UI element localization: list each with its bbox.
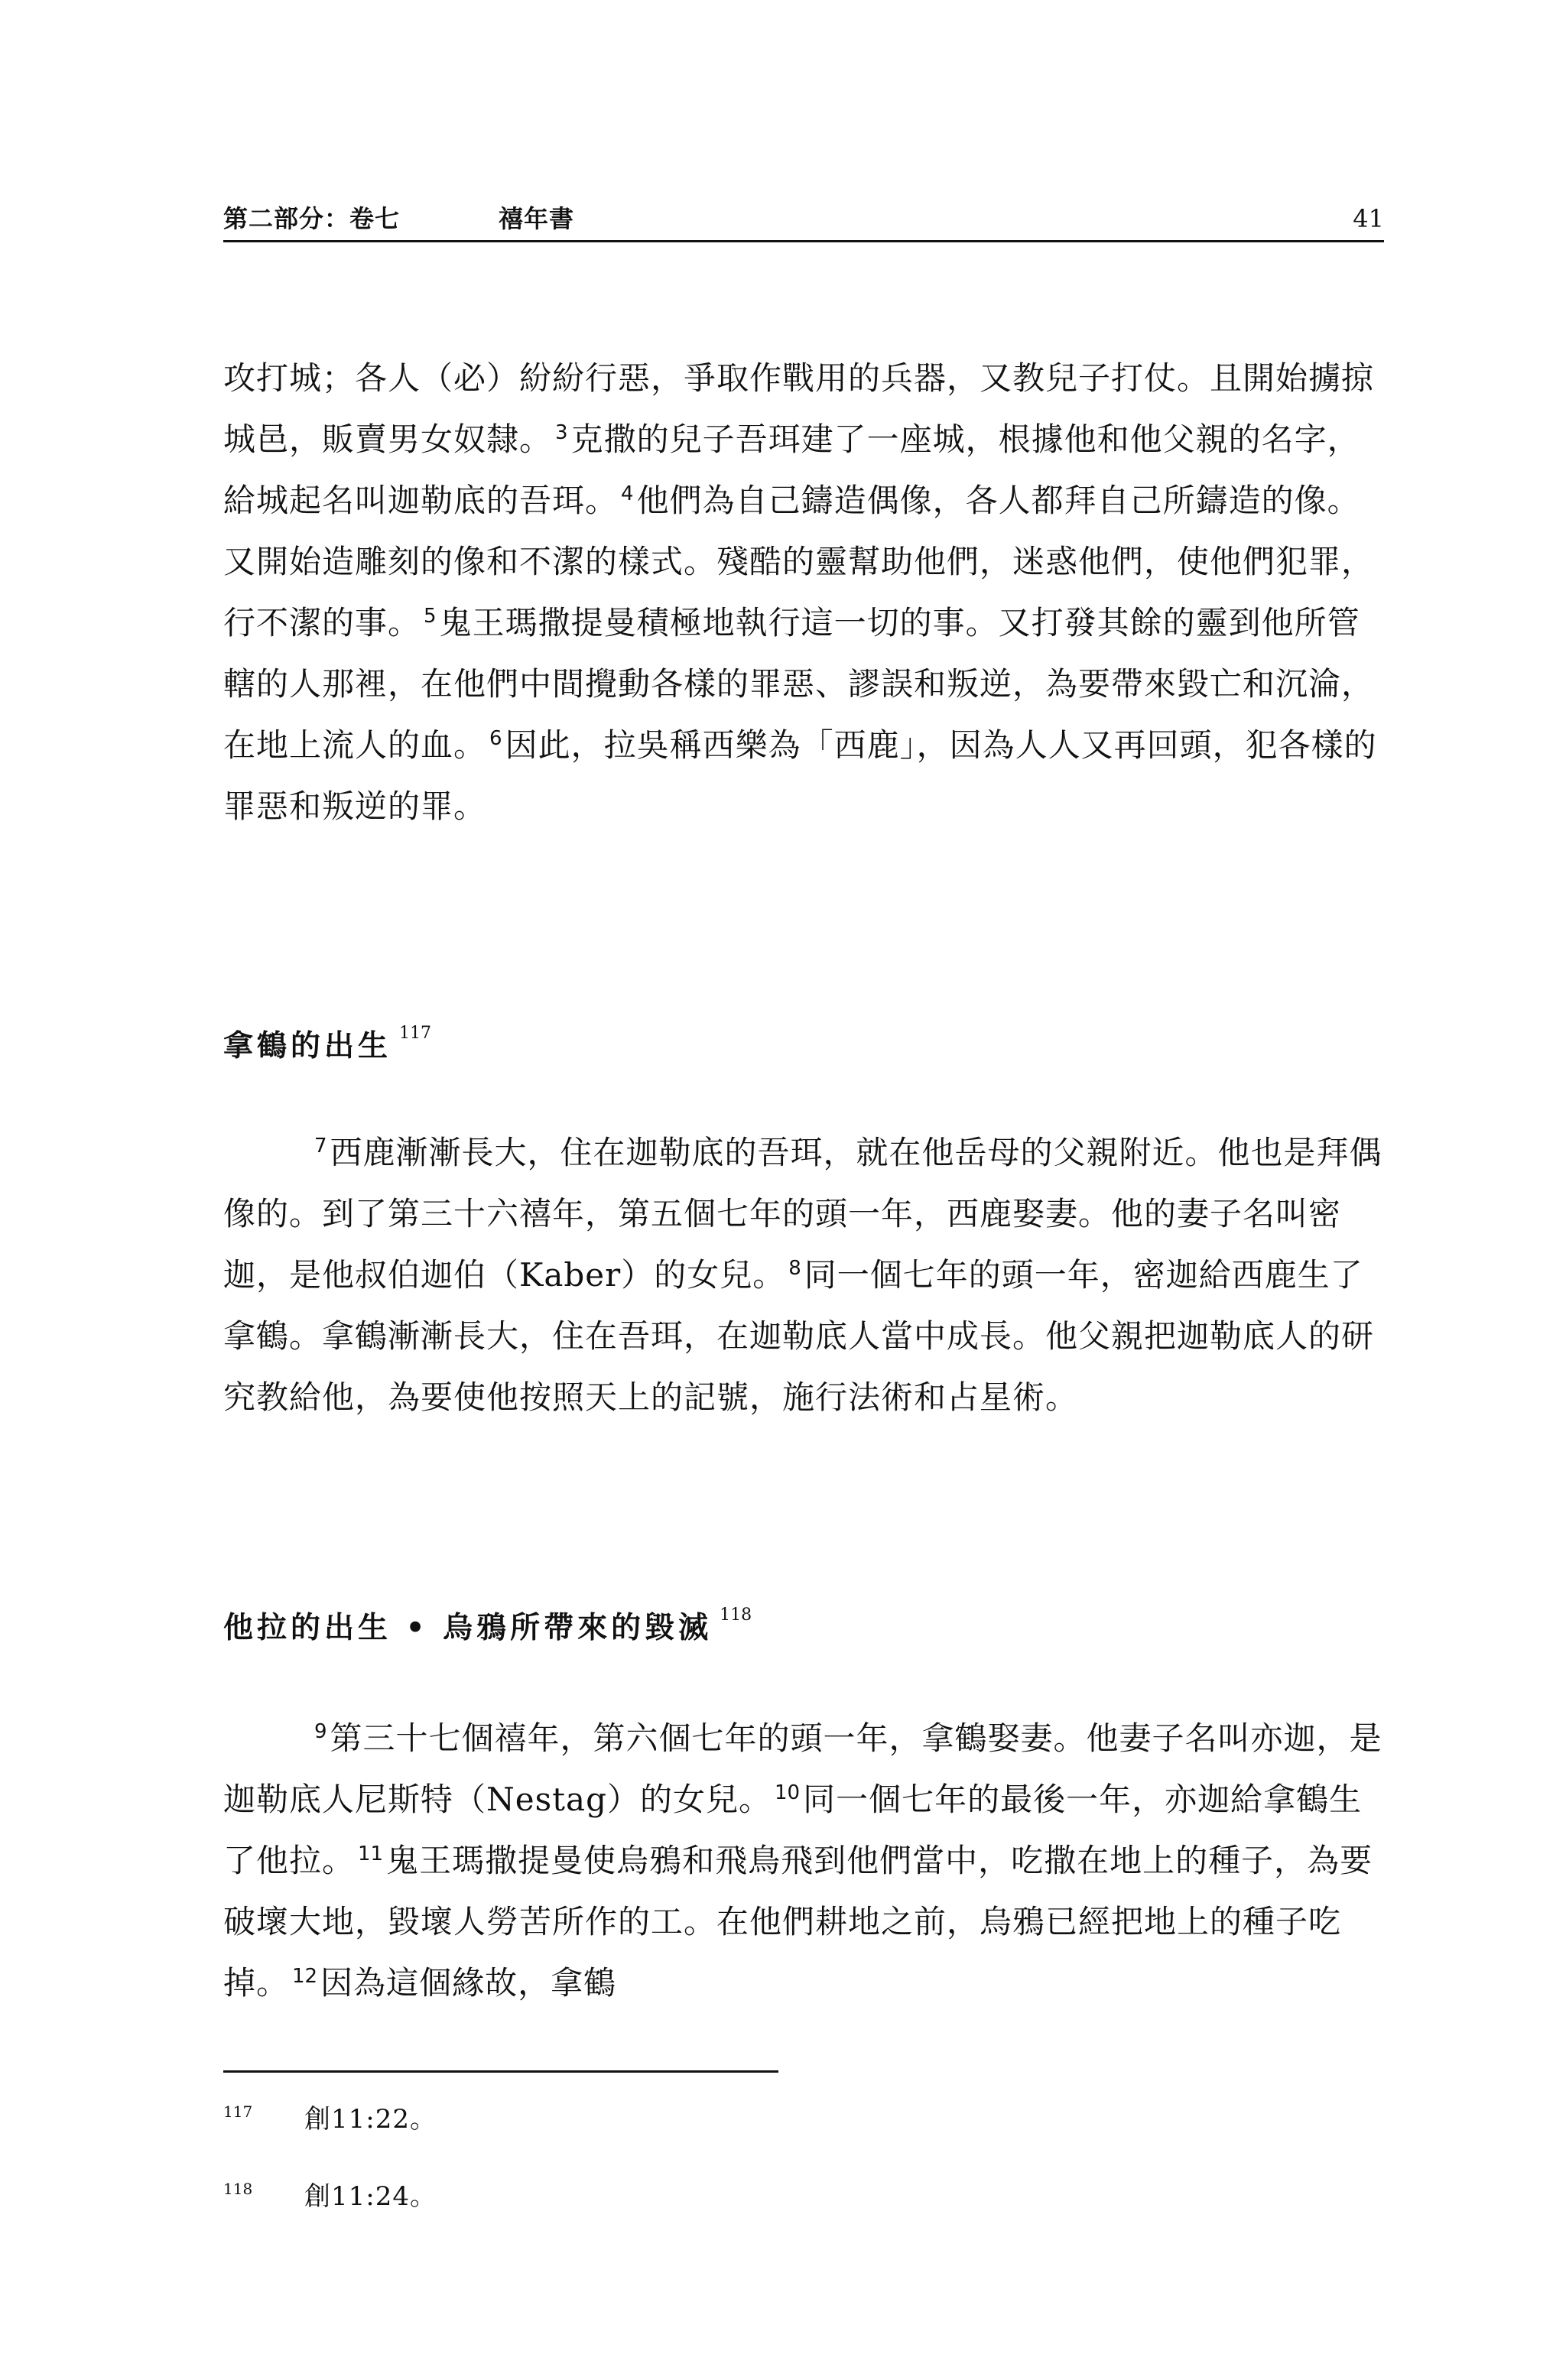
verse-number: 11 <box>358 1843 384 1865</box>
verse-number: 7 <box>314 1135 327 1158</box>
footnote-text: 創11:22。 <box>304 2104 437 2135</box>
page-number: 41 <box>1353 204 1384 233</box>
paragraph-text: 同一個七年的最後一年，亦迦給拿鶴生了他拉。 <box>223 1781 1363 1879</box>
paragraph-text: 克撒的兒子吾珥建了一座城，根據他和他父親的名字，給城起名叫迦勒底的吾珥。 <box>223 420 1360 519</box>
verse-number: 4 <box>621 482 634 505</box>
paragraph-text: 第三十七個禧年，第六個七年的頭一年，拿鶴娶妻。他妻子名叫亦迦，是迦勒底人尼斯特（Nestag）的女兒。 <box>223 1719 1382 1818</box>
verse-number: 8 <box>788 1257 801 1280</box>
paragraph-text: 攻打城；各人（必）紛紛行惡，爭取作戰用的兵器，又教兒子打仗。且開始擄掠城邑，販賣男女奴隸。 <box>223 359 1375 458</box>
body-paragraph <box>223 348 1384 837</box>
section-heading <box>223 1022 431 1065</box>
section-heading <box>223 1604 752 1647</box>
body-paragraph <box>223 1708 1384 2014</box>
paragraph-text: 他們為自己鑄造偶像，各人都拜自己所鑄造的像。又開始造雕刻的像和不潔的樣式。殘酷的靈幫助他們，迷惑他們，使他們犯罪，行不潔的事。 <box>223 482 1375 641</box>
running-head <box>223 195 1384 242</box>
footnote-reference: 117 <box>399 1024 432 1043</box>
paragraph-text: 鬼王瑪撒提曼使烏鴉和飛鳥飛到他們當中，吃撒在地上的種子，為要破壞大地，毀壞人勞苦所作的工。在他們耕地之前，烏鴉已經把地上的種子吃掉。 <box>223 1842 1373 2002</box>
verse-number: 6 <box>489 727 502 750</box>
verse-number: 9 <box>314 1720 327 1743</box>
verse-number: 5 <box>424 605 437 628</box>
body-paragraph <box>223 1122 1384 1428</box>
paragraph-text: 西鹿漸漸長大，住在迦勒底的吾珥，就在他岳母的父親附近。他也是拜偶像的。到了第三十六禧年，第五個七年的頭一年，西鹿娶妻。他的妻子名叫密迦，是他叔伯迦伯（Kaber）的女兒。 <box>223 1134 1382 1294</box>
footnote-number: 118 <box>223 2180 253 2198</box>
footnote-text: 創11:24。 <box>304 2181 437 2212</box>
paragraph-text: 鬼王瑪撒提曼積極地執行這一切的事。又打發其餘的靈到他所管轄的人那裡，在他們中間攪動各樣的罪惡、謬誤和叛逆，為要帶來毀亡和沉淪，在地上流人的血。 <box>223 604 1375 764</box>
verse-number: 12 <box>292 1965 318 1988</box>
verse-number: 10 <box>774 1781 801 1804</box>
footnote <box>223 2177 759 2216</box>
footnote <box>223 2100 759 2138</box>
paragraph-text: 因此，拉吳稱西樂為「西鹿」，因為人人又再回頭，犯各樣的罪惡和叛逆的罪。 <box>223 726 1377 825</box>
footnote-reference: 118 <box>720 1606 752 1625</box>
paragraph-text: 同一個七年的頭一年，密迦給西鹿生了拿鶴。拿鶴漸漸長大，住在吾珥，在迦勒底人當中成長。他父親把迦勒底人的研究教給他，為要使他按照天上的記號，施行法術和占星術。 <box>223 1256 1375 1416</box>
verse-number: 3 <box>555 421 568 444</box>
paragraph-text: 因為這個緣故，拿鶴 <box>320 1964 617 2002</box>
running-head-section: 第二部分：卷七 <box>223 204 401 233</box>
footnote-divider <box>223 2070 778 2073</box>
section-heading-text: 拿鶴的出生 <box>223 1029 392 1063</box>
footnote-number: 117 <box>223 2102 253 2121</box>
running-head-book-title: 禧年書 <box>499 204 575 233</box>
section-heading-text: 他拉的出生 • 烏鴉所帶來的毀滅 <box>223 1611 713 1645</box>
